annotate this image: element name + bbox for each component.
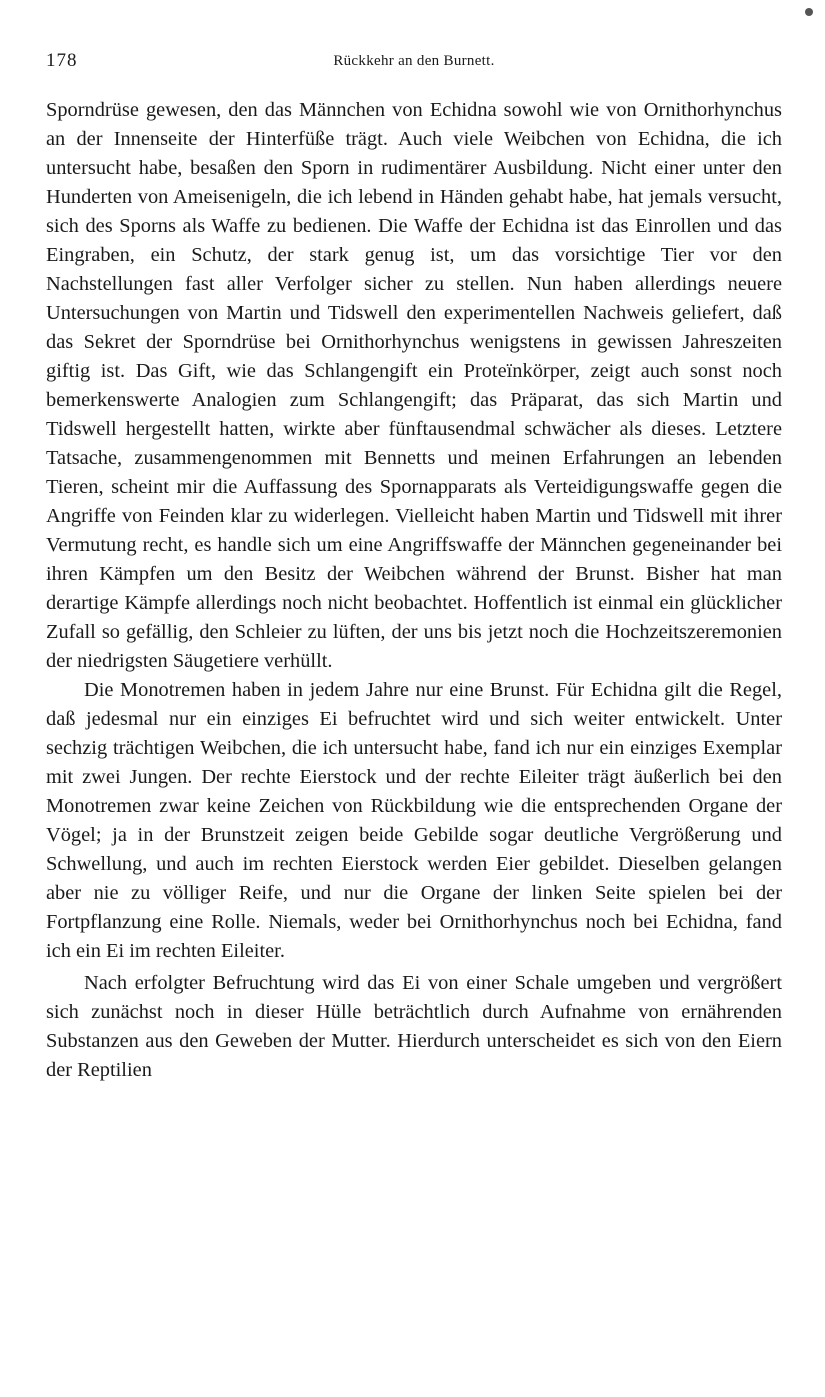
paragraph-continued: Sporndrüse gewesen, den das Männchen von Echidna sowohl wie von Ornithorhynchus an der Innenseite der Hinterfüße trägt. Auch viele Weibchen von Echidna, die ich untersucht habe, besaßen den Sporn in rudimentärer Ausbildung. Nicht einer unter den Hunderten von Ameisenigeln, die ich lebend in Händen gehabt habe, hat jemals versucht, sich des Sporns als Waffe zu bedienen. Die Waffe der Echidna ist das Einrollen und das Eingraben, ein Schutz, der stark genug ist, um das vorsichtige Tier vor den Nachstellungen fast aller Verfolger sicher zu stellen. Nun haben allerdings neuere Untersuchungen von Martin und Tidswell den experimentellen Nachweis geliefert, daß das Sekret der Sporndrüse bei Ornithorhynchus wenigstens in gewissen Jahreszeiten giftig ist. Das Gift, wie das Schlangengift ein Proteïnkörper, zeigt auch sonst noch bemerkenswerte Analogien zum Schlangengift; das Präparat, das sich Martin und Tidswell hergestellt hatten, wirkte aber fünftausendmal schwächer als dieses. Letztere Tatsache, zusammengenommen mit Bennetts und meinen Erfahrungen an lebenden Tieren, scheint mir die Auffassung des Spornapparats als Verteidigungswaffe gegen die Angriffe von Feinden klar zu widerlegen. Vielleicht haben Martin und Tidswell mit ihrer Vermutung recht, es handle sich um eine Angriffswaffe der Männchen gegeneinander bei ihren Kämpfen um den Besitz der Weibchen während der Brunst. Bisher hat man derartige Kämpfe allerdings noch nicht beobachtet. Hoffentlich ist einmal ein glücklicher Zufall so gefällig, den Schleier zu lüften, der uns bis jetzt noch die Hochzeitszeremonien der niedrigsten Säugetiere verhüllt. [46, 99, 782, 672]
paragraph-monotremen: Die Monotremen haben in jedem Jahre nur eine Brunst. Für Echidna gilt die Regel, daß jedesmal nur ein einziges Ei befruchtet wird und sich weiter entwickelt. Unter sechzig trächtigen Weibchen, die ich untersucht habe, fand ich nur ein einziges Exemplar mit zwei Jungen. Der rechte Eierstock und der rechte Eileiter trägt äußerlich bei den Monotremen zwar keine Zeichen von Rückbildung wie die entsprechenden Organe der Vögel; ja in der Brunstzeit zeigen beide Gebilde sogar deutliche Vergrößerung und Schwellung, und auch im rechten Eierstock werden Eier gebildet. Dieselben gelangen aber nie zu völliger Reife, und nur die Organe der linken Seite spielen bei der Fortpflanzung eine Rolle. Niemals, weder bei Ornithorhynchus noch bei Echidna, fand ich ein Ei im rechten Eileiter. [46, 679, 782, 962]
body-text [46, 96, 782, 1085]
running-title: Rückkehr an den Burnett. [333, 53, 495, 69]
paragraph-befruchtung: Nach erfolgter Befruchtung wird das Ei von einer Schale umgeben und vergrößert sich zunächst noch in dieser Hülle beträchtlich durch Aufnahme von ernährenden Substanzen aus den Geweben der Mutter. Hierdurch unterscheidet es sich von den Eiern der Reptilien [46, 972, 782, 1081]
page-number: 178 [46, 50, 78, 71]
corner-speck [805, 8, 813, 16]
running-head [46, 50, 782, 74]
